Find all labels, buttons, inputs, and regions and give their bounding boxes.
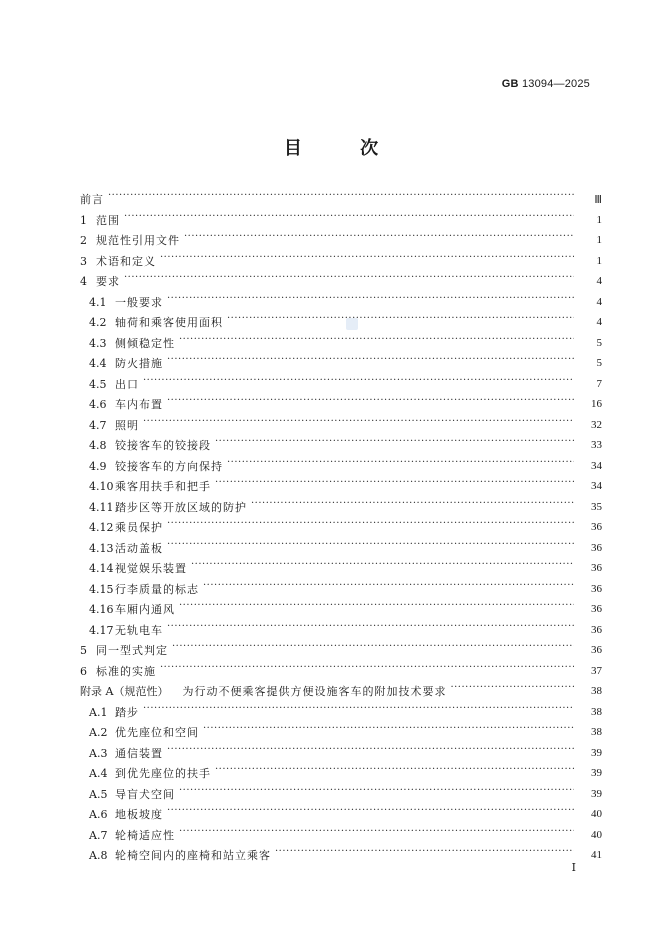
toc-entry-number: 附录 A（规范性） [80,685,169,698]
toc-leader-dots [167,357,574,369]
toc-entry-title [89,499,247,515]
toc-entry-label: 铰接客车的铰接段 [115,439,211,452]
toc-entry[interactable] [80,231,602,249]
toc-entry[interactable] [89,846,602,864]
toc-entry[interactable] [89,395,602,413]
toc-leader-dots [275,849,574,861]
toc-entry[interactable] [89,826,602,844]
toc-entry-page: 5 [596,336,602,349]
toc-entry[interactable] [89,518,602,536]
toc-entry-title [89,294,163,310]
toc-entry-label: 视觉娱乐装置 [115,562,187,575]
toc-entry-page: 38 [591,705,602,718]
toc-entry-title [89,519,163,535]
toc-entry-label: 踏步区等开放区域的防护 [115,500,247,514]
toc-entry-number: 4.11 [89,500,114,514]
toc-entry-label: 轴荷和乘客使用面积 [115,316,223,329]
toc-leader-dots [179,337,574,349]
toc-entry-label: 规范性引用文件 [96,234,180,247]
toc-entry-number: 4.13 [89,541,114,555]
toc-entry-number: A.1 [89,705,108,719]
toc-entry-title [89,478,211,494]
toc-entry[interactable] [80,190,602,208]
toc-entry-title [89,847,271,863]
toc-entry-title [89,704,139,720]
toc-entry[interactable] [89,805,602,823]
toc-entry-number: 4.9 [89,459,107,473]
toc-entry-page: 34 [591,480,602,492]
toc-entry-number: 3 [80,254,87,268]
toc-leader-dots [167,808,574,820]
toc-entry-title [89,806,163,822]
toc-entry-title [89,335,175,351]
toc-entry-page: 36 [591,603,602,615]
toc-entry-page: 1 [596,234,602,246]
toc-entry-title [89,765,211,781]
toc-entry-title [89,540,163,556]
toc-entry-label: 同一型式判定 [96,644,168,657]
toc-entry-page: 4 [596,316,602,328]
toc-entry-number: A.7 [89,828,108,842]
toc-entry-title [89,355,163,371]
toc-entry-number: 4.12 [89,521,114,534]
toc-entry-number: 4.10 [89,480,114,493]
toc-entry[interactable] [89,559,602,577]
toc-leader-dots [191,562,574,574]
toc-entry-page: 39 [591,787,602,800]
toc-entry[interactable] [89,293,602,311]
toc-entry-number: A.3 [89,746,108,760]
toc-leader-dots [179,603,574,615]
toc-leader-dots [179,829,574,841]
toc-leader-dots [215,480,574,492]
toc-entry-number: 4.3 [89,336,107,350]
toc-entry-number: A.4 [89,767,108,780]
toc-entry-page: 36 [591,644,602,656]
toc-entry-number: 4.17 [89,623,114,637]
toc-entry-page: 40 [591,808,602,820]
toc-entry-page: 5 [596,357,602,369]
toc-entry-label: 车厢内通风 [115,603,175,616]
toc-entry-label: 范围 [96,213,120,227]
page-title: 目 次 [283,138,405,159]
toc-entry[interactable] [89,375,602,393]
toc-leader-dots [143,378,574,390]
toc-leader-dots [167,542,574,554]
toc-leader-dots [203,726,574,738]
toc-leader-dots [184,234,574,246]
toc-entry-label: 前言 [80,193,104,206]
toc-leader-dots [227,316,574,328]
toc-entry-page: 39 [591,746,602,759]
toc-entry-page: 33 [591,439,602,451]
toc-entry-label: 车内布置 [115,398,163,411]
toc-entry[interactable] [89,600,602,618]
toc-entry-label: 踏步 [115,705,139,719]
toc-entry-label: 地板坡度 [115,808,163,821]
toc-entry-title [80,253,156,269]
toc-leader-dots [203,583,574,595]
toc-entry-title [89,417,139,433]
toc-entry[interactable] [80,662,602,680]
toc-entry[interactable] [89,785,602,803]
toc-entry-page: 35 [591,500,602,513]
toc-entry-number: 4.5 [89,377,107,391]
toc-entry[interactable] [89,580,602,598]
toc-entry-title [80,663,156,679]
toc-entry-page: 7 [596,377,602,390]
toc-entry-label: 术语和定义 [96,254,156,268]
toc-leader-dots [143,419,574,431]
toc-entry-label: 到优先座位的扶手 [115,767,211,780]
toc-entry-title [89,458,223,474]
toc-entry-page: Ⅲ [594,193,602,206]
toc-entry-title [80,212,120,228]
toc-entry-label: 导盲犬空间 [115,787,175,801]
toc-entry[interactable] [89,498,602,516]
toc-leader-dots [167,296,574,308]
toc-entry[interactable] [89,334,602,352]
toc-entry-page: 36 [591,521,602,533]
toc-entry[interactable] [80,272,602,290]
toc-entry[interactable] [89,703,602,721]
toc-entry-title [89,581,199,597]
toc-leader-dots [179,788,574,800]
toc-leader-dots [167,624,574,636]
toc-entry-page: 16 [591,398,602,410]
toc-entry-label: 标准的实施 [96,664,156,678]
toc-entry-label: 一般要求 [115,295,163,309]
toc-entry-page: 36 [591,582,602,595]
toc-entry-page: 36 [591,562,602,574]
toc-entry-title [89,745,163,761]
toc-leader-dots [450,685,574,697]
toc-entry-title [89,724,199,740]
toc-leader-dots [160,665,574,677]
toc-entry-page: 4 [596,275,602,287]
toc-leader-dots [227,460,574,472]
toc-entry[interactable] [89,477,602,495]
toc-entry-page: 34 [591,459,602,472]
toc-entry-label: 通信装置 [115,746,163,760]
toc-entry-number: 4.4 [89,357,107,370]
toc-entry-label: 铰接客车的方向保持 [115,459,223,473]
toc-entry-number: 6 [80,664,87,678]
toc-entry-title [89,601,175,617]
toc-leader-dots [124,214,574,226]
toc-leader-dots [143,706,574,718]
toc-entry[interactable] [89,436,602,454]
toc-entry-title [80,683,446,699]
toc-entry-title [80,232,180,248]
toc-leader-dots [167,521,574,533]
toc-entry[interactable] [89,416,602,434]
toc-entry[interactable] [80,211,602,229]
toc-entry-label: 轮椅空间内的座椅和站立乘客 [115,849,271,862]
toc-entry[interactable] [89,744,602,762]
toc-entry-title [80,191,104,207]
toc-entry-page: 1 [596,254,602,267]
toc-entry-number: 4.15 [89,582,114,596]
toc-entry[interactable] [89,764,602,782]
toc-entry-label: 侧倾稳定性 [115,336,175,350]
toc-entry-title [80,273,120,289]
toc-entry-page: 38 [591,685,602,697]
toc-entry-page: 39 [591,767,602,779]
toc-leader-dots [215,439,574,451]
toc-entry-title [80,642,168,658]
toc-entry-title [89,396,163,412]
toc-entry-page: 38 [591,726,602,738]
toc-entry-label: 要求 [96,275,120,288]
toc-entry-title [89,560,187,576]
standard-number [502,78,590,90]
toc-entry-label: 轮椅适应性 [115,828,175,842]
toc-entry-title [89,314,223,330]
toc-leader-dots [167,398,574,410]
toc-entry[interactable] [89,621,602,639]
toc-entry-title [89,622,163,638]
toc-leader-dots [172,644,574,656]
toc-entry-label: 为行动不便乘客提供方便设施客车的附加技术要求 [182,685,447,698]
toc-entry-number: A.6 [89,808,108,821]
toc-entry[interactable] [80,682,602,700]
toc-entry-number: 4.16 [89,603,114,616]
toc-entry-number: A.5 [89,787,108,801]
toc-leader-dots [251,501,574,513]
toc-entry-page: 36 [591,541,602,554]
toc-entry-page: 40 [591,828,602,841]
toc-leader-dots [124,275,574,287]
toc-entry-page: 4 [596,295,602,308]
toc-entry-label: 行李质量的标志 [115,582,199,596]
toc-entry-number: 4.14 [89,562,114,575]
toc-entry-page: 41 [591,849,602,861]
toc-entry-page: 37 [591,664,602,677]
toc-entry-title [89,827,175,843]
toc-entry-number: A.2 [89,726,108,739]
toc-entry-title [89,376,139,392]
toc-leader-dots [167,747,574,759]
toc-entry-number: A.8 [89,849,108,862]
toc-entry-title [89,786,175,802]
toc-entry-page: 36 [591,623,602,636]
toc-entry[interactable] [89,539,602,557]
toc-entry-number: 4 [80,275,87,288]
toc-entry[interactable] [89,313,602,331]
toc-entry[interactable] [89,723,602,741]
toc-entry-label: 出口 [115,377,139,391]
standard-code: 13094—2025 [521,78,590,90]
toc-entry-number: 4.1 [89,295,107,309]
toc-entry-label: 无轨电车 [115,623,163,637]
toc-leader-dots [108,193,574,205]
toc-entry-number: 5 [80,644,87,657]
toc-entry-label: 照明 [115,418,139,432]
toc-entry-label: 活动盖板 [115,541,163,555]
toc-entry-number: 1 [80,213,87,227]
toc-entry[interactable] [89,457,602,475]
toc-entry[interactable] [89,354,602,372]
toc-entry-number: 4.6 [89,398,107,411]
toc-entry-page: 1 [596,213,602,226]
standard-prefix: GB [501,78,519,90]
toc-entry-number: 4.7 [89,418,107,432]
toc-entry-label: 乘客用扶手和把手 [115,480,211,493]
toc-entry-label: 优先座位和空间 [115,726,199,739]
toc-entry-label: 防火措施 [115,357,163,370]
toc-entry[interactable] [80,641,602,659]
toc-entry-page: 32 [591,418,602,431]
page-number: I [571,861,576,874]
toc-entry[interactable] [80,252,602,270]
toc-leader-dots [215,767,574,779]
toc-entry-label: 乘员保护 [115,521,163,534]
toc-entry-title [89,437,211,453]
toc-entry-number: 4.8 [89,439,107,452]
toc-leader-dots [160,255,574,267]
toc-entry-number: 2 [80,234,87,247]
toc-entry-number: 4.2 [89,316,107,329]
